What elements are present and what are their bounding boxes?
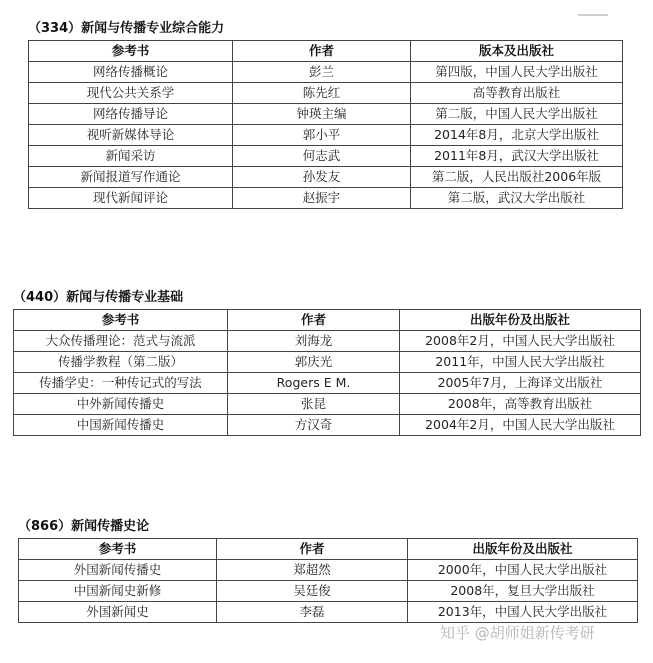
reference-table: [13, 309, 641, 436]
author-cell: 彭兰: [233, 62, 411, 83]
table-row: [29, 62, 623, 83]
table-row: [29, 125, 623, 146]
column-header-author: 作者: [217, 539, 408, 560]
table-row: [19, 602, 638, 623]
edition-cell: 2011年8月，武汉大学出版社: [411, 146, 623, 167]
column-header-author: 作者: [228, 310, 400, 331]
section-334: [28, 21, 623, 209]
column-header-edition: 出版年份及出版社: [400, 310, 641, 331]
edition-cell: 高等教育出版社: [411, 83, 623, 104]
column-header-edition: 版本及出版社: [411, 41, 623, 62]
edition-cell: 第二版，武汉大学出版社: [411, 188, 623, 209]
table-row: [14, 394, 641, 415]
author-cell: 李磊: [217, 602, 408, 623]
reference-table: [28, 40, 623, 209]
book-cell: 传播学史：一种传记式的写法: [14, 373, 228, 394]
author-cell: 孙发友: [233, 167, 411, 188]
table-row: [14, 373, 641, 394]
edition-cell: 2008年，高等教育出版社: [400, 394, 641, 415]
table-row: [29, 188, 623, 209]
edition-cell: 2013年，中国人民大学出版社: [408, 602, 638, 623]
book-cell: 新闻采访: [29, 146, 233, 167]
book-cell: 中国新闻史新修: [19, 581, 217, 602]
table-row: [29, 146, 623, 167]
table-header-row: [19, 539, 638, 560]
table-row: [14, 415, 641, 436]
edition-cell: 2004年2月，中国人民大学出版社: [400, 415, 641, 436]
book-cell: 中国新闻传播史: [14, 415, 228, 436]
watermark: 知乎 @胡师姐新传考研: [440, 624, 595, 642]
column-header-book: 参考书: [29, 41, 233, 62]
edition-cell: 2011年，中国人民大学出版社: [400, 352, 641, 373]
table-row: [19, 581, 638, 602]
author-cell: 何志武: [233, 146, 411, 167]
edition-cell: 2014年8月，北京大学出版社: [411, 125, 623, 146]
table-row: [19, 560, 638, 581]
reference-table: [18, 538, 638, 623]
author-cell: 刘海龙: [228, 331, 400, 352]
book-cell: 中外新闻传播史: [14, 394, 228, 415]
edition-cell: 第四版，中国人民大学出版社: [411, 62, 623, 83]
book-cell: 网络传播导论: [29, 104, 233, 125]
author-cell: 赵振宇: [233, 188, 411, 209]
edition-cell: 2008年，复旦大学出版社: [408, 581, 638, 602]
column-header-book: 参考书: [14, 310, 228, 331]
column-header-book: 参考书: [19, 539, 217, 560]
author-cell: 方汉奇: [228, 415, 400, 436]
book-cell: 现代新闻评论: [29, 188, 233, 209]
top-divider: [578, 14, 608, 16]
author-cell: 钟瑛主编: [233, 104, 411, 125]
table-header-row: [14, 310, 641, 331]
edition-cell: 2005年7月，上海译文出版社: [400, 373, 641, 394]
section-866: [18, 519, 638, 623]
section-440: [13, 290, 641, 436]
edition-cell: 2008年2月，中国人民大学出版社: [400, 331, 641, 352]
section-title: （866）新闻传播史论: [18, 519, 150, 534]
section-title: （334）新闻与传播专业综合能力: [28, 21, 225, 36]
column-header-author: 作者: [233, 41, 411, 62]
table-row: [29, 83, 623, 104]
edition-cell: 第二版，中国人民大学出版社: [411, 104, 623, 125]
table-row: [14, 352, 641, 373]
author-cell: 郭小平: [233, 125, 411, 146]
author-cell: 吴廷俊: [217, 581, 408, 602]
author-cell: Rogers E M.: [228, 373, 400, 394]
table-row: [29, 167, 623, 188]
book-cell: 大众传播理论：范式与流派: [14, 331, 228, 352]
book-cell: 外国新闻传播史: [19, 560, 217, 581]
edition-cell: 第二版，人民出版社2006年版: [411, 167, 623, 188]
table-row: [29, 104, 623, 125]
column-header-edition: 出版年份及出版社: [408, 539, 638, 560]
book-cell: 现代公共关系学: [29, 83, 233, 104]
table-row: [14, 331, 641, 352]
section-title: （440）新闻与传播专业基础: [13, 290, 184, 305]
book-cell: 新闻报道写作通论: [29, 167, 233, 188]
book-cell: 外国新闻史: [19, 602, 217, 623]
author-cell: 张昆: [228, 394, 400, 415]
book-cell: 视听新媒体导论: [29, 125, 233, 146]
edition-cell: 2000年，中国人民大学出版社: [408, 560, 638, 581]
author-cell: 郑超然: [217, 560, 408, 581]
author-cell: 郭庆光: [228, 352, 400, 373]
book-cell: 传播学教程（第二版）: [14, 352, 228, 373]
author-cell: 陈先红: [233, 83, 411, 104]
table-header-row: [29, 41, 623, 62]
book-cell: 网络传播概论: [29, 62, 233, 83]
